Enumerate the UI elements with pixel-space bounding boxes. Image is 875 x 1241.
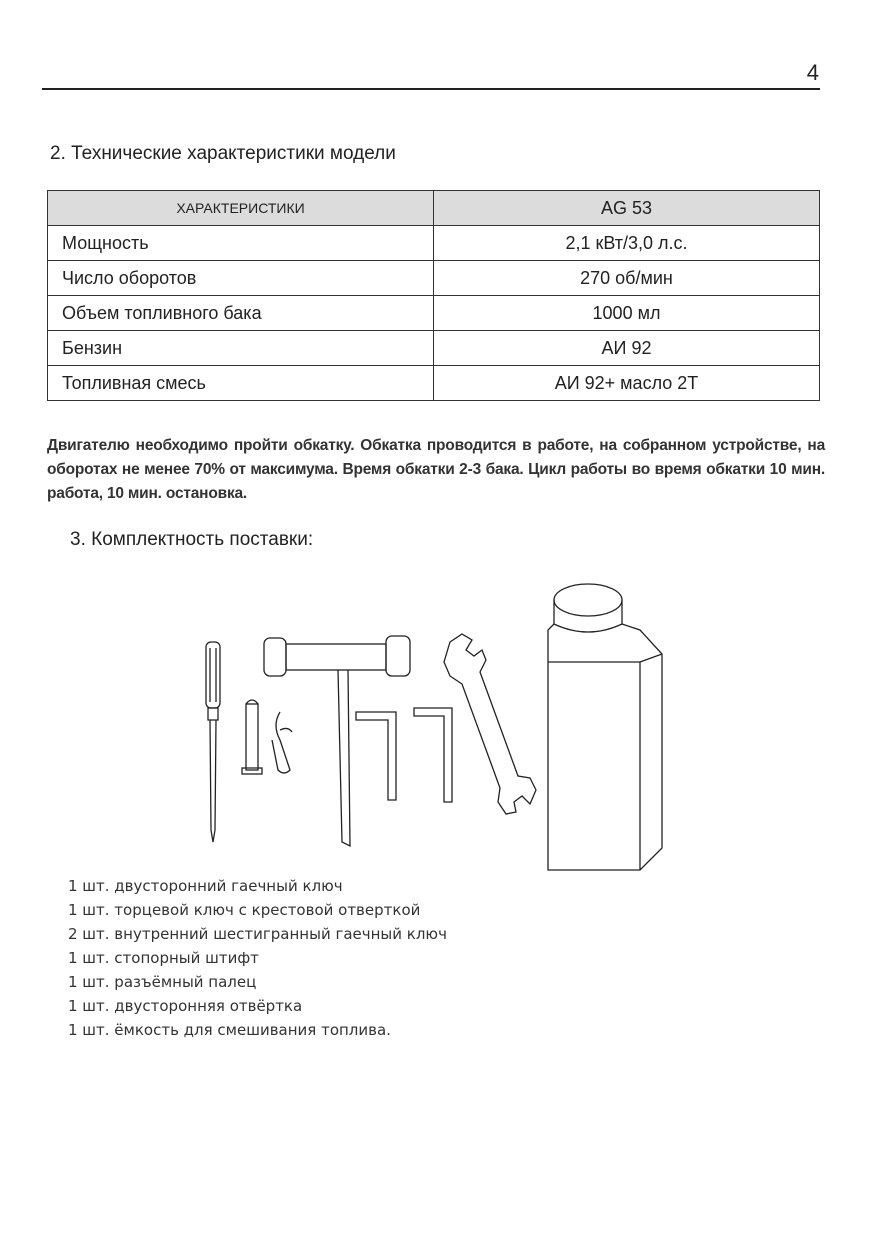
list-item: 1 шт. двусторонний гаечный ключ	[68, 877, 343, 895]
table-row	[48, 366, 820, 401]
spec-name: Объем топливного бака	[48, 296, 434, 331]
kit-list	[68, 874, 447, 1042]
table-row	[48, 226, 820, 261]
specs-table	[47, 190, 820, 401]
table-header-row	[48, 191, 820, 226]
list-item: 1 шт. разъёмный палец	[68, 973, 257, 991]
spec-value: 2,1 кВт/3,0 л.с.	[434, 226, 820, 261]
table-row	[48, 261, 820, 296]
header-rule	[42, 88, 820, 90]
spec-name: Мощность	[48, 226, 434, 261]
spec-value: АИ 92+ масло 2Т	[434, 366, 820, 401]
spec-name: Топливная смесь	[48, 366, 434, 401]
table-row	[48, 296, 820, 331]
spec-value: 270 об/мин	[434, 261, 820, 296]
section-title-specs: 2. Технические характеристики модели	[50, 143, 396, 164]
list-item: 1 шт. торцевой ключ с крестовой отверткой	[68, 901, 421, 919]
open-end-wrench-icon	[444, 634, 536, 814]
section-title-kit: 3. Комплектность поставки:	[70, 529, 314, 550]
cotter-pin-icon	[272, 712, 292, 773]
fuel-bottle-icon	[548, 584, 662, 870]
hex-key-icon	[356, 712, 396, 800]
screwdriver-icon	[206, 642, 220, 842]
column-header-characteristics: ХАРАКТЕРИСТИКИ	[48, 191, 434, 226]
hex-key-icon	[414, 708, 452, 802]
page-number: 4	[806, 60, 819, 85]
column-header-model: AG 53	[434, 191, 820, 226]
spec-value: АИ 92	[434, 331, 820, 366]
spec-value: 1000 мл	[434, 296, 820, 331]
break-in-note: Двигателю необходимо пройти обкатку. Обкатка проводится в работе, на собранном устройстве, на оборотах не менее 70% от максимума. Время обкатки 2-3 бака. Цикл работы во время обкатки 10 мин. работа, 10 мин. остановка.	[47, 436, 825, 502]
list-item: 1 шт. стопорный штифт	[68, 949, 259, 967]
spec-name: Бензин	[48, 331, 434, 366]
list-item: 1 шт. ёмкость для смешивания топлива.	[68, 1021, 391, 1039]
table-row	[48, 331, 820, 366]
list-item: 2 шт. внутренний шестигранный гаечный ключ	[68, 925, 447, 943]
pin-icon	[242, 700, 262, 774]
spec-name: Число оборотов	[48, 261, 434, 296]
kit-illustration	[180, 580, 680, 880]
list-item: 1 шт. двусторонняя отвёртка	[68, 997, 303, 1015]
